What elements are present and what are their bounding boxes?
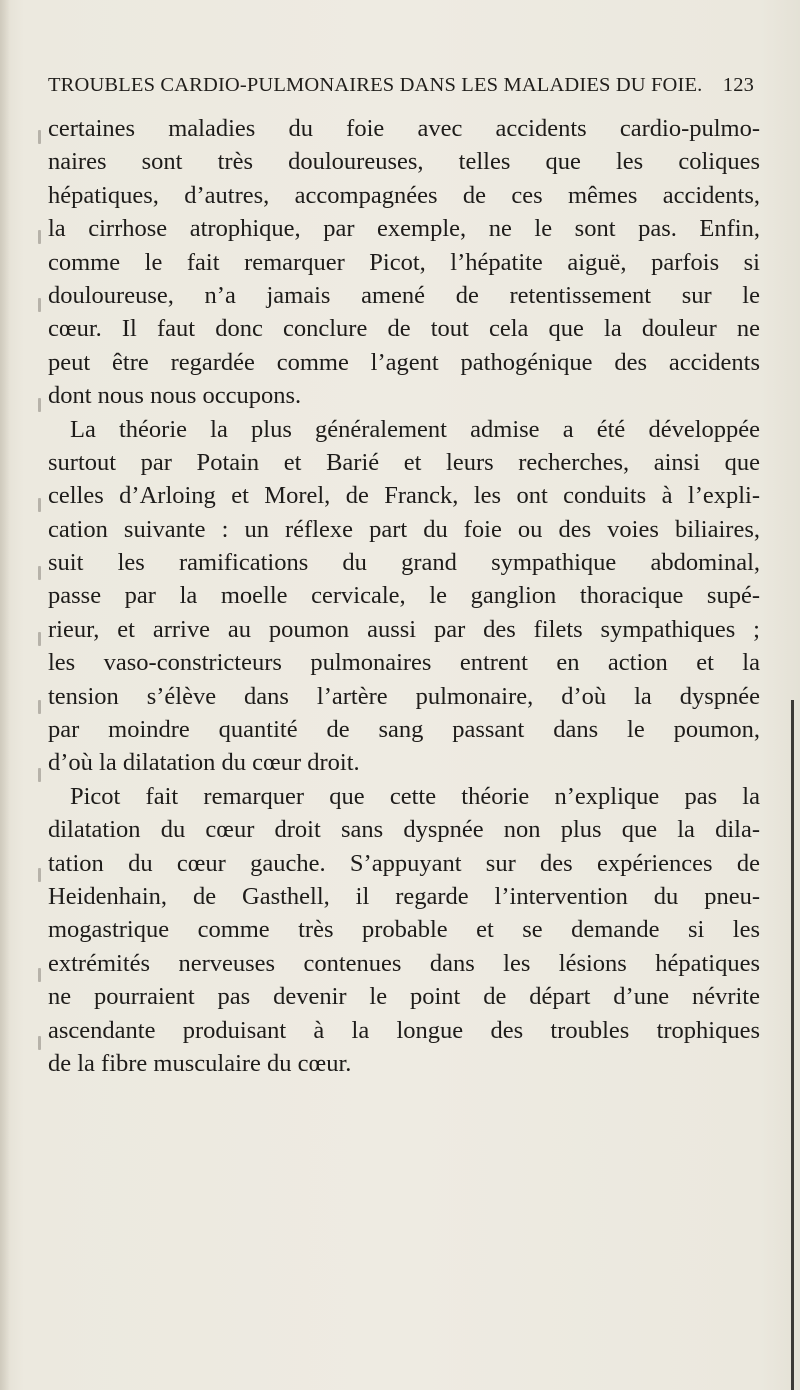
gutter-marks (38, 130, 44, 1050)
text-line: dilatation du cœur droit sans dyspnée non plus que la dila- (48, 816, 760, 844)
text-line: hépatiques, d’autres, accompagnées de ces mêmes accidents, (48, 181, 760, 209)
text-line: de la fibre musculaire du cœur. (48, 1049, 352, 1077)
text-line: douloureuse, n’a jamais amené de retentissement sur le (48, 281, 760, 309)
text-line: mogastrique comme très probable et se demande si les (48, 916, 760, 944)
paragraph (48, 112, 760, 413)
running-title: TROUBLES CARDIO-PULMONAIRES DANS LES MALADIES DU FOIE. (48, 74, 703, 96)
text-line: peut être regardée comme l’agent pathogénique des accidents (48, 348, 760, 376)
page-number: 123 (722, 74, 754, 96)
text-line: comme le fait remarquer Picot, l’hépatite aiguë, parfois si (48, 248, 760, 276)
paragraph (48, 780, 760, 1081)
paragraph (48, 413, 760, 780)
text-line: ne pourraient pas devenir le point de départ d’une névrite (48, 983, 760, 1011)
text-line: tation du cœur gauche. S’appuyant sur des expériences de (48, 849, 760, 877)
text-line: passe par la moelle cervicale, le ganglion thoracique supé- (48, 582, 760, 610)
text-line: certaines maladies du foie avec accidents cardio-pulmo- (48, 115, 760, 142)
text-line: Heidenhain, de Gasthell, il regarde l’intervention du pneu- (48, 882, 760, 910)
body-text (48, 112, 760, 1080)
text-line: la cirrhose atrophique, par exemple, ne le sont pas. Enfin, (48, 215, 760, 243)
text-line: ascendante produisant à la longue des troubles trophiques (48, 1016, 760, 1044)
text-line: dont nous nous occupons. (48, 382, 302, 410)
text-line: suit les ramifications du grand sympathique abdominal, (48, 549, 760, 577)
text-line: La théorie la plus généralement admise a été développée (70, 415, 760, 443)
text-line: d’où la dilatation du cœur droit. (48, 749, 360, 777)
text-line: extrémités nerveuses contenues dans les lésions hépatiques (48, 949, 760, 977)
text-line: celles d’Arloing et Morel, de Franck, les ont conduits à l’expli- (48, 482, 760, 510)
text-line: les vaso-constricteurs pulmonaires entrent en action et la (48, 649, 760, 677)
page-edge (791, 700, 794, 1390)
text-line: rieur, et arrive au poumon aussi par des filets sympathiques ; (48, 615, 760, 643)
text-line: naires sont très douloureuses, telles que les coliques (48, 148, 760, 176)
text-line: Picot fait remarquer que cette théorie n’explique pas la (70, 782, 760, 810)
text-line: cœur. Il faut donc conclure de tout cela que la douleur ne (48, 315, 760, 343)
text-line: cation suivante : un réflexe part du foie ou des voies biliaires, (48, 515, 760, 543)
text-line: surtout par Potain et Barié et leurs recherches, ainsi que (48, 448, 760, 476)
text-line: par moindre quantité de sang passant dans le poumon, (48, 716, 760, 744)
running-head (48, 74, 754, 97)
binding-shadow (0, 0, 10, 1390)
text-line: tension s’élève dans l’artère pulmonaire, d’où la dyspnée (48, 682, 760, 710)
